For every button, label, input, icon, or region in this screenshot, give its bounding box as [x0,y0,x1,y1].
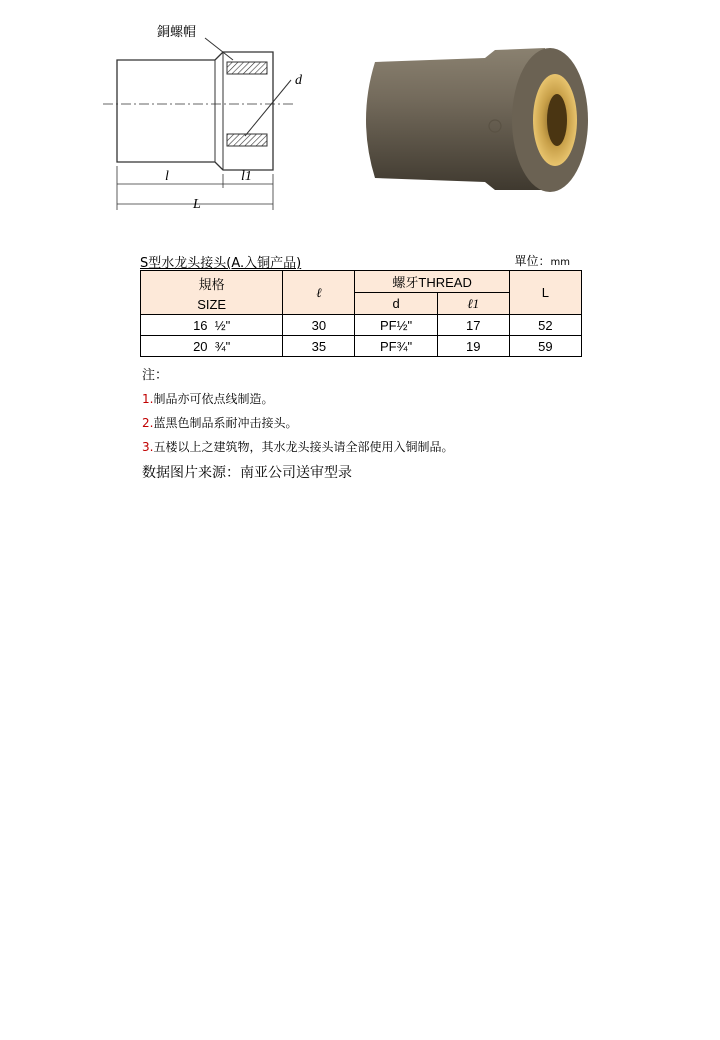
note-item [142,414,602,431]
header-size-cn: 規格 [198,276,225,292]
header-l1: ℓ1 [437,293,509,315]
unit-value: mm [550,257,570,268]
note-text: 蓝黑色制品系耐冲击接头。 [153,416,298,430]
note-item [142,390,602,407]
unit-label: 單位： [514,254,551,268]
cell-l: 30 [283,315,355,336]
header-size-en: SIZE [197,296,227,312]
callout-label: 銅螺帽 [157,25,197,40]
cell-d: PF¾" [355,336,437,357]
dim-l-label: l [165,169,169,184]
brass-insert-bottom [227,134,267,146]
note-number: 2. [142,416,154,430]
note-item [142,438,602,455]
cell-l1: 19 [437,336,509,357]
dim-l1-label: l1 [241,169,252,184]
dim-d-label: d [295,73,302,88]
table-title-row [140,252,580,270]
cell-d: PF½" [355,315,437,336]
dim-L-label: L [193,197,201,212]
dim-d-leader [245,80,291,136]
spec-table [140,270,582,357]
note-number: 3. [142,440,154,454]
cell-size: 16 ½" [141,315,283,336]
table-title: S型水龙头接头(A.入铜产品) [140,256,302,271]
thread-opening [547,94,567,146]
unit-indicator [515,252,571,269]
header-l: ℓ [283,271,355,315]
table-row [141,336,582,357]
notes-heading: 注： [142,368,169,383]
header-thread: 螺牙THREAD [355,271,509,293]
cell-l1: 17 [437,315,509,336]
cell-l: 35 [283,336,355,357]
product-photo [345,40,595,210]
header-size [141,271,283,315]
notes-section [142,364,602,482]
source-line: 数据图片来源：南亚公司送审型录 [142,465,352,481]
technical-drawing [95,18,325,218]
note-number: 1. [142,392,154,406]
table-row [141,315,582,336]
note-text: 制品亦可依点线制造。 [153,392,274,406]
header-L: L [509,271,581,315]
header-d: d [355,293,437,315]
cell-L: 52 [509,315,581,336]
brass-insert-top [227,62,267,74]
note-text: 五楼以上之建筑物，其水龙头接头请全部使用入铜制品。 [153,440,454,454]
cell-size: 20 ¾" [141,336,283,357]
cell-L: 59 [509,336,581,357]
